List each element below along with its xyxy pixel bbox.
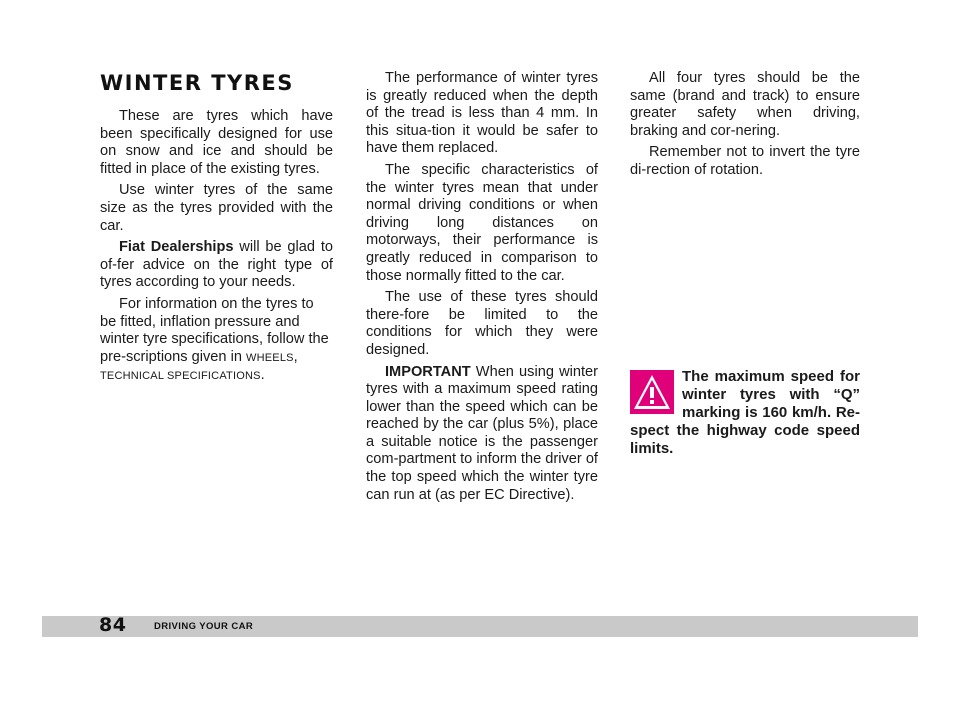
- warning-box: [630, 368, 860, 458]
- warning-triangle-icon: [630, 370, 674, 414]
- section-title: WINTER TYRES: [100, 71, 294, 95]
- paragraph-important: [366, 364, 598, 505]
- wheels-reference: WHEELS: [246, 351, 294, 364]
- paragraph-conditions: The use of these tyres should there-fore be limited to the conditions for which they were designed.: [366, 289, 598, 358]
- paragraph-rotation: Remember not to invert the tyre di-rection of rotation.: [630, 144, 860, 178]
- column-3: [630, 70, 860, 184]
- paragraph-tread-depth: The performance of winter tyres is greatly reduced when the depth of the tread is less than 4 mm. In this situa-tion it would be safer to have them replaced.: [366, 70, 598, 157]
- important-label: IMPORTANT: [385, 363, 471, 380]
- dealerships-label: Fiat Dealerships: [119, 239, 234, 256]
- technical-specifications-reference: TECHNICAL SPECIFICATIONS: [100, 370, 261, 383]
- reference-separator: ,: [293, 348, 298, 365]
- column-1: [100, 70, 333, 390]
- column-2: [366, 70, 598, 508]
- reference-end: .: [260, 367, 265, 384]
- paragraph-same-tyres: All four tyres should be the same (brand and track) to ensure greater safety when driving, braking and cor-nering.: [630, 70, 860, 139]
- chapter-name: DRIVING YOUR CAR: [154, 621, 254, 632]
- paragraph-intro: These are tyres which have been specifically designed for use on snow and ice and should be fitted in place of the existing tyres.: [100, 108, 333, 177]
- paragraph-specifications: [100, 296, 333, 386]
- page-footer: [42, 616, 918, 637]
- paragraph-characteristics: The specific characteristics of the winter tyres mean that under normal driving conditions or when driving long distances on motorways, their performance is greatly reduced in comparison to those normally fitted to the car.: [366, 161, 598, 284]
- warning-text: The maximum speed for winter tyres with “Q” marking is 160 km/h. Re-spect the highway code speed limits.: [630, 368, 860, 457]
- important-text: When using winter tyres with a maximum speed rating lower than the speed which can be reached by the car (plus 5%), place a suitable notice is the passenger com-partment to inform the driver of the top speed which the winter tyre can run at (as per EC Directive).: [366, 363, 598, 503]
- dealerships-text: will be glad to of-fer advice on the right type of tyres according to your needs.: [100, 239, 333, 291]
- paragraph-dealerships: [100, 239, 333, 292]
- specifications-text: For information on the tyres to be fitted, inflation pressure and winter tyre specifications, follow the pre-scriptions given in: [100, 295, 329, 365]
- page-number: 84: [99, 614, 127, 636]
- paragraph-size: Use winter tyres of the same size as the tyres provided with the car.: [100, 182, 333, 234]
